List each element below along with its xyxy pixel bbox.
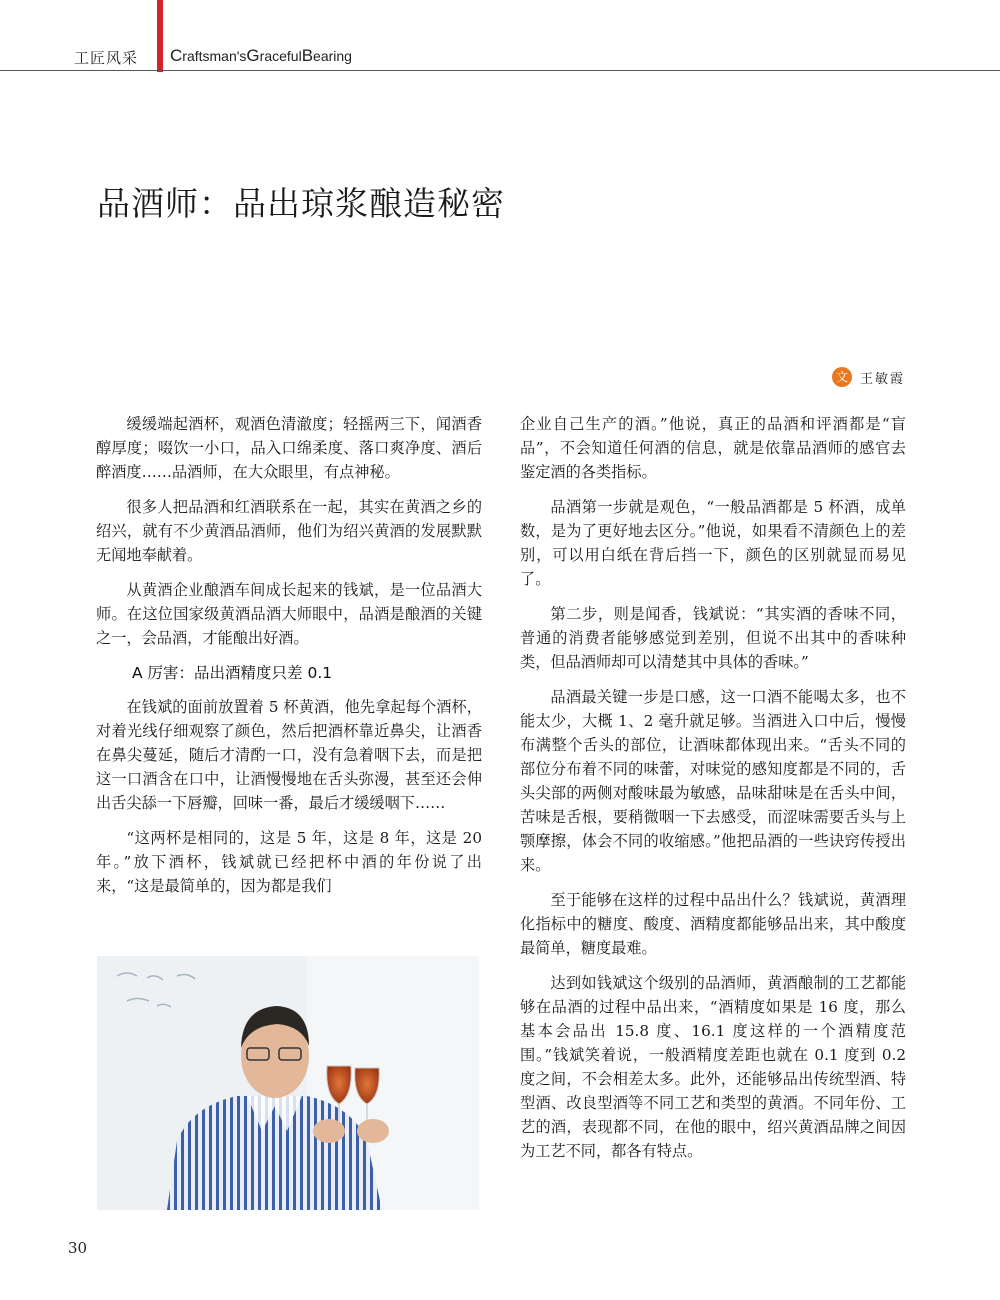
paragraph: 达到如钱斌这个级别的品酒师，黄酒酿制的工艺都能够在品酒的过程中品出来，“酒精度如果是 16 度，那么基本会品出 15.8 度、16.1 度这样的一个酒精度范围。”钱斌笑着说，一般酒精度差距也就在 0.1 度到 0.2 度之间，不会相差太多。此外，还能够品出传统型酒、特型酒、改良型酒等不同工艺和类型的黄酒。不同年份、工艺的酒，表现都不同，在他的眼中，绍兴黄酒品牌之间因为工艺不同，都各有特点。 [520,974,906,1160]
paragraph: 缓缓端起酒杯，观酒色清澈度；轻摇两三下，闻酒香醇厚度；啜饮一小口，品入口绵柔度、落口爽净度、酒后醉酒度……品酒师，在大众眼里，有点神秘。 [96,415,482,481]
photo-illustration [97,956,479,1210]
wine-taster-photo [97,956,479,1210]
byline [832,367,905,387]
byline-badge-icon: 文 [832,367,852,387]
section-en-rest: raftsman's [182,48,247,64]
left-column [96,412,482,909]
paragraph: 从黄酒企业酿酒车间成长起来的钱斌，是一位品酒大师。在这位国家级黄酒品酒大师眼中，品酒是酿酒的关键之一，会品酒，才能酿出好酒。 [96,581,482,647]
paragraph: 很多人把品酒和红酒联系在一起，其实在黄酒之乡的绍兴，就有不少黄酒品酒师，他们为绍兴黄酒的发展默默无闻地奉献着。 [96,498,482,564]
paragraph: 第二步，则是闻香，钱斌说：“其实酒的香味不同，普通的消费者能够感觉到差别，但说不出其中的香味种类，但品酒师却可以清楚其中具体的香味。” [520,605,906,671]
right-column [520,412,906,1174]
byline-author: 王敏霞 [860,371,906,387]
subheading: A 厉害：品出酒精度只差 0.1 [132,664,333,682]
section-label-en [170,46,352,66]
paragraph: “这两杯是相同的，这是 5 年，这是 8 年，这是 20 年。”放下酒杯，钱斌就已经把杯中酒的年份说了出来，“这是最简单的，因为都是我们 [96,829,482,895]
paragraph-continuation: 企业自己生产的酒。”他说，真正的品酒和评酒都是“盲品”，不会知道任何酒的信息，就是依靠品酒师的感官去鉴定酒的各类指标。 [520,415,906,481]
paragraph: 至于能够在这样的过程中品出什么？钱斌说，黄酒理化指标中的糖度、酸度、酒精度都能够品出来，其中酸度最简单，糖度最难。 [520,891,906,957]
paragraph: 品酒最关键一步是口感，这一口酒不能喝太多，也不能太少，大概 1、2 毫升就足够。当酒进入口中后，慢慢布满整个舌头的部位，让酒味都体现出来。“舌头不同的部位分布着不同的味蕾，对味觉的感知度都是不同的，舌头尖部的两侧对酸味最为敏感，品味甜味是在舌头中间，苦味是舌根，要稍微咽一下去感受，而涩味需要舌头与上颚摩擦，体会不同的收缩感。”他把品酒的一些诀窍传授出来。 [520,688,906,874]
paragraph: 在钱斌的面前放置着 5 杯黄酒，他先拿起每个酒杯，对着光线仔细观察了颜色，然后把酒杯靠近鼻尖，让酒香在鼻尖蔓延，随后才清酌一口，没有急着咽下去，而是把这一口酒含在口中，让酒慢慢地在舌头弥漫，甚至还会伸出舌尖舔一下唇瓣，回味一番，最后才缓缓咽下…… [96,698,482,812]
section-en-cap: G [246,46,260,65]
header-accent-bar [157,0,163,72]
page-number: 30 [68,1239,88,1257]
article-title: 品酒师：品出琼浆酿造秘密 [97,184,505,223]
section-en-rest: earing [313,48,352,64]
section-en-cap: B [301,46,314,65]
header-rule [0,70,1000,71]
section-en-cap: C [170,46,183,65]
paragraph: 品酒第一步就是观色，“一般品酒都是 5 杯酒，成单数，是为了更好地去区分。”他说，如果看不清颜色上的差别，可以用白纸在背后挡一下，颜色的区别就显而易见了。 [520,498,906,588]
section-label-cn: 工匠风采 [74,49,139,67]
section-en-rest: raceful [259,48,302,64]
